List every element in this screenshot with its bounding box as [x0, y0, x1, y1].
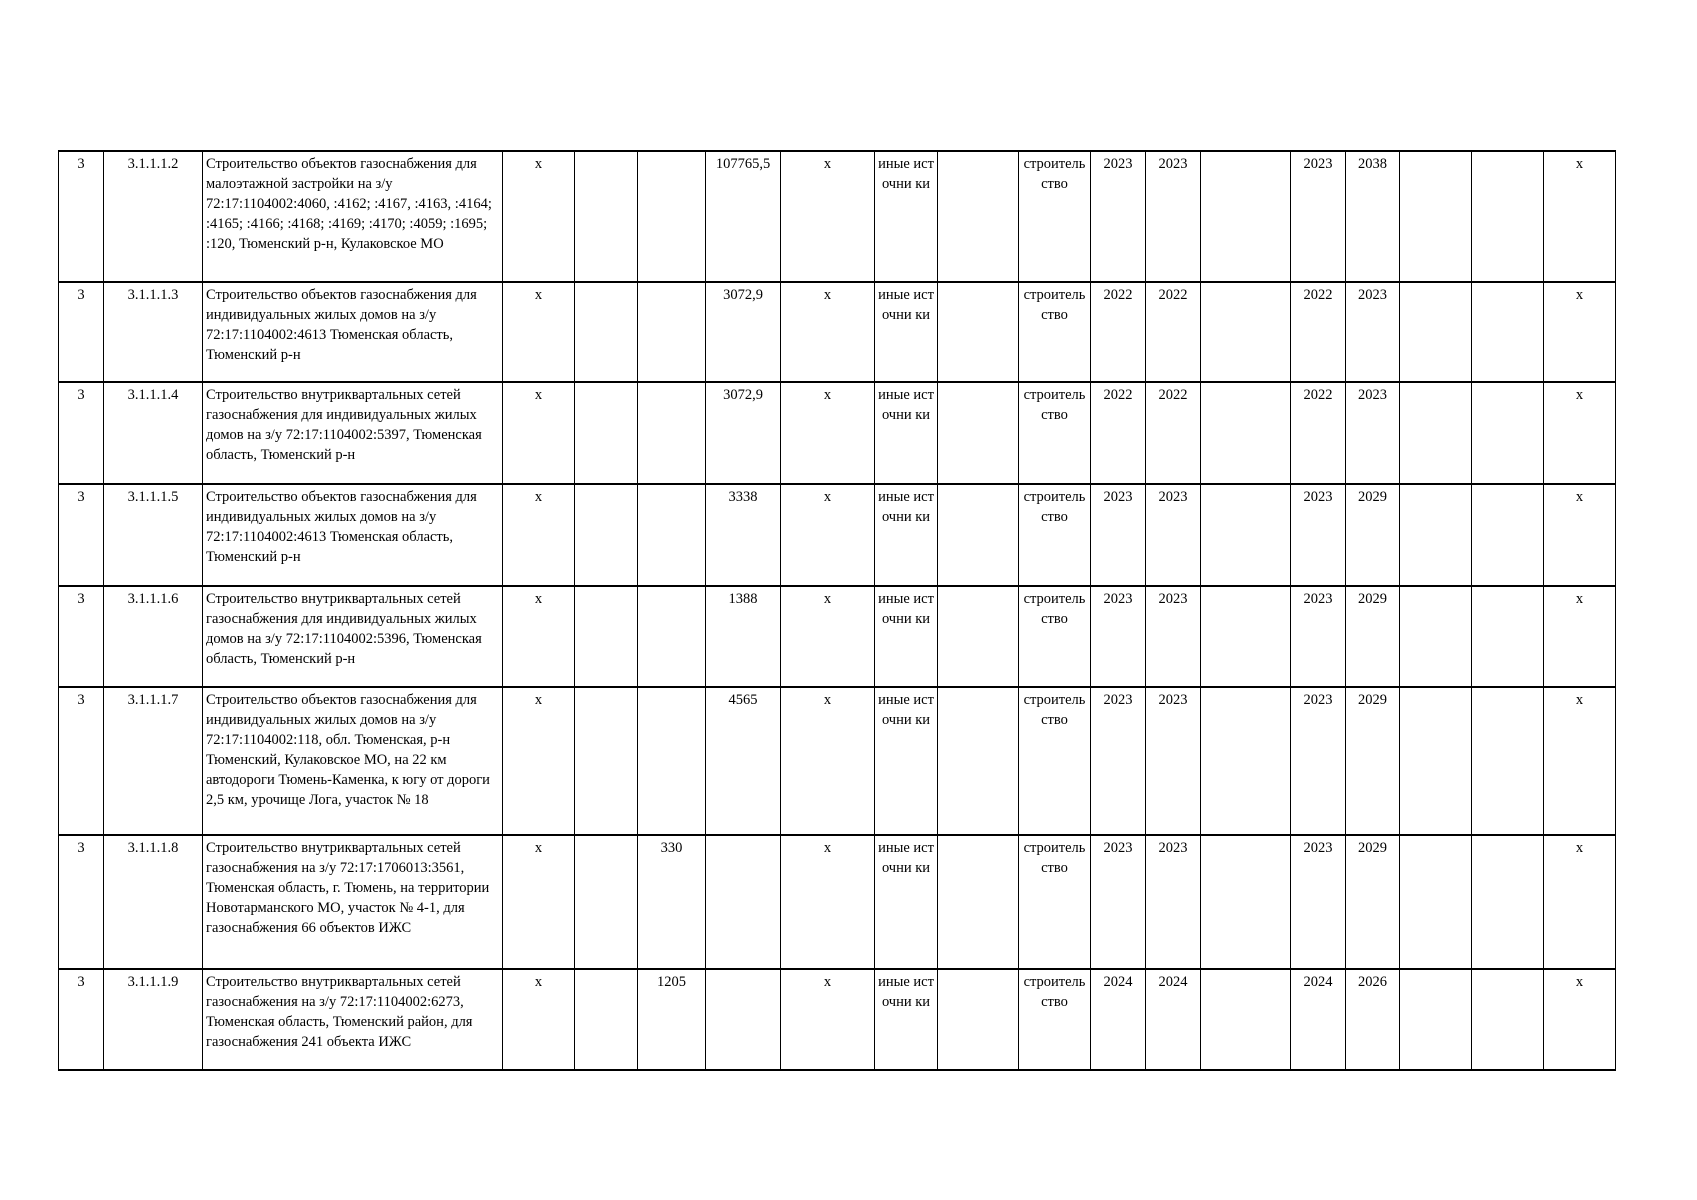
cell-value-1: [575, 969, 638, 1070]
cell-value-2: 330: [638, 835, 706, 969]
cell-blank-2: [1201, 282, 1291, 382]
cell-work-type: строитель ство: [1019, 151, 1091, 282]
cell-blank-1: [938, 282, 1019, 382]
cell-value-2: [638, 382, 706, 484]
cell-funding-source: иные источни ки: [875, 586, 938, 687]
table-row: [59, 687, 1616, 835]
cell-year-4: 2029: [1346, 835, 1400, 969]
cell-year-3: 2023: [1291, 151, 1346, 282]
table-row: [59, 484, 1616, 586]
cell-description: Строительство объектов газоснабжения для малоэтажной застройки на з/у 72:17:1104002:4060, :4162; :4167, :4163, :4164; :4165; :4166; :4168; :4169; :4170; :4059; :1695; :120, Тюменский р-н, Кулаковское МО: [203, 151, 503, 282]
cell-code: 3.1.1.1.5: [104, 484, 203, 586]
cell-code: 3.1.1.1.9: [104, 969, 203, 1070]
cell-mark-3: х: [1544, 586, 1616, 687]
cell-row-number: 3: [59, 382, 104, 484]
cell-mark-3: х: [1544, 687, 1616, 835]
cell-work-type: строитель ство: [1019, 282, 1091, 382]
cell-mark-3: х: [1544, 484, 1616, 586]
cell-blank-3: [1400, 835, 1472, 969]
cell-blank-1: [938, 151, 1019, 282]
cell-mark-3: х: [1544, 382, 1616, 484]
cell-blank-1: [938, 586, 1019, 687]
cell-blank-4: [1472, 382, 1544, 484]
cell-funding-source: иные источни ки: [875, 484, 938, 586]
cell-mark-1: х: [503, 969, 575, 1070]
cell-year-3: 2023: [1291, 586, 1346, 687]
cell-blank-3: [1400, 151, 1472, 282]
cell-value-1: [575, 382, 638, 484]
cell-mark-2: х: [781, 586, 875, 687]
cell-year-3: 2023: [1291, 835, 1346, 969]
cell-year-1: 2022: [1091, 382, 1146, 484]
table-row: [59, 969, 1616, 1070]
cell-blank-2: [1201, 969, 1291, 1070]
cell-blank-4: [1472, 586, 1544, 687]
cell-mark-2: х: [781, 835, 875, 969]
cell-blank-3: [1400, 687, 1472, 835]
cell-year-2: 2023: [1146, 835, 1201, 969]
cell-code: 3.1.1.1.7: [104, 687, 203, 835]
cell-blank-4: [1472, 969, 1544, 1070]
cell-blank-3: [1400, 282, 1472, 382]
cell-funding-source: иные источни ки: [875, 969, 938, 1070]
cell-description: Строительство объектов газоснабжения для индивидуальных жилых домов на з/у 72:17:1104002:118, обл. Тюменская, р-н Тюменский, Кулаковское МО, на 22 км автодороги Тюмень-Каменка, к югу от дороги 2,5 км, урочище Лога, участок № 18: [203, 687, 503, 835]
cell-value-2: [638, 586, 706, 687]
cell-mark-3: х: [1544, 151, 1616, 282]
cell-blank-2: [1201, 151, 1291, 282]
cell-blank-4: [1472, 687, 1544, 835]
cell-row-number: 3: [59, 687, 104, 835]
cell-work-type: строитель ство: [1019, 382, 1091, 484]
cell-code: 3.1.1.1.2: [104, 151, 203, 282]
cell-value-2: [638, 282, 706, 382]
cell-year-2: 2022: [1146, 282, 1201, 382]
cell-value-3: 1388: [706, 586, 781, 687]
cell-year-3: 2022: [1291, 282, 1346, 382]
cell-year-1: 2024: [1091, 969, 1146, 1070]
cell-blank-3: [1400, 586, 1472, 687]
cell-mark-1: х: [503, 835, 575, 969]
cell-mark-1: х: [503, 586, 575, 687]
cell-blank-1: [938, 835, 1019, 969]
cell-description: Строительство внутриквартальных сетей газоснабжения на з/у 72:17:1104002:6273, Тюменская область, Тюменский район, для газоснабжения 241 объекта ИЖС: [203, 969, 503, 1070]
cell-row-number: 3: [59, 151, 104, 282]
cell-row-number: 3: [59, 484, 104, 586]
cell-blank-2: [1201, 687, 1291, 835]
cell-year-4: 2038: [1346, 151, 1400, 282]
cell-value-2: [638, 484, 706, 586]
cell-work-type: строитель ство: [1019, 687, 1091, 835]
cell-mark-2: х: [781, 382, 875, 484]
cell-funding-source: иные источни ки: [875, 687, 938, 835]
cell-blank-2: [1201, 586, 1291, 687]
cell-value-1: [575, 687, 638, 835]
table-row: [59, 282, 1616, 382]
cell-value-3: 107765,5: [706, 151, 781, 282]
table-row: [59, 835, 1616, 969]
cell-mark-1: х: [503, 382, 575, 484]
cell-mark-1: х: [503, 282, 575, 382]
cell-value-3: 3072,9: [706, 282, 781, 382]
cell-code: 3.1.1.1.4: [104, 382, 203, 484]
cell-value-3: [706, 835, 781, 969]
cell-blank-2: [1201, 835, 1291, 969]
cell-year-4: 2029: [1346, 687, 1400, 835]
cell-year-4: 2023: [1346, 282, 1400, 382]
cell-blank-4: [1472, 282, 1544, 382]
cell-funding-source: иные источни ки: [875, 282, 938, 382]
cell-blank-3: [1400, 382, 1472, 484]
cell-year-4: 2029: [1346, 586, 1400, 687]
cell-year-1: 2023: [1091, 151, 1146, 282]
cell-value-1: [575, 586, 638, 687]
cell-mark-2: х: [781, 484, 875, 586]
cell-value-1: [575, 835, 638, 969]
cell-year-4: 2023: [1346, 382, 1400, 484]
cell-description: Строительство объектов газоснабжения для индивидуальных жилых домов на з/у 72:17:1104002:4613 Тюменская область, Тюменский р-н: [203, 282, 503, 382]
cell-value-1: [575, 151, 638, 282]
cell-blank-4: [1472, 151, 1544, 282]
cell-year-2: 2024: [1146, 969, 1201, 1070]
cell-mark-1: х: [503, 151, 575, 282]
cell-year-1: 2023: [1091, 835, 1146, 969]
cell-funding-source: иные источни ки: [875, 151, 938, 282]
cell-code: 3.1.1.1.6: [104, 586, 203, 687]
cell-work-type: строитель ство: [1019, 586, 1091, 687]
cell-year-1: 2023: [1091, 586, 1146, 687]
cell-year-3: 2023: [1291, 687, 1346, 835]
cell-code: 3.1.1.1.8: [104, 835, 203, 969]
cell-value-3: 4565: [706, 687, 781, 835]
cell-work-type: строитель ство: [1019, 969, 1091, 1070]
cell-mark-1: х: [503, 484, 575, 586]
cell-year-3: 2024: [1291, 969, 1346, 1070]
table-row: [59, 382, 1616, 484]
cell-mark-3: х: [1544, 835, 1616, 969]
cell-blank-1: [938, 687, 1019, 835]
cell-mark-3: х: [1544, 282, 1616, 382]
cell-year-1: 2022: [1091, 282, 1146, 382]
cell-value-1: [575, 282, 638, 382]
cell-blank-3: [1400, 484, 1472, 586]
cell-blank-1: [938, 969, 1019, 1070]
cell-mark-2: х: [781, 151, 875, 282]
objects-table: [58, 150, 1616, 1071]
cell-blank-1: [938, 484, 1019, 586]
cell-value-3: [706, 969, 781, 1070]
cell-row-number: 3: [59, 586, 104, 687]
cell-description: Строительство внутриквартальных сетей газоснабжения на з/у 72:17:1706013:3561, Тюменская область, г. Тюмень, на территории Новотарманского МО, участок № 4-1, для газоснабжения 66 объектов ИЖС: [203, 835, 503, 969]
cell-blank-1: [938, 382, 1019, 484]
cell-value-1: [575, 484, 638, 586]
cell-mark-3: х: [1544, 969, 1616, 1070]
cell-year-1: 2023: [1091, 484, 1146, 586]
cell-code: 3.1.1.1.3: [104, 282, 203, 382]
cell-row-number: 3: [59, 969, 104, 1070]
cell-funding-source: иные источни ки: [875, 835, 938, 969]
cell-year-3: 2023: [1291, 484, 1346, 586]
cell-year-1: 2023: [1091, 687, 1146, 835]
cell-work-type: строитель ство: [1019, 835, 1091, 969]
table-row: [59, 586, 1616, 687]
cell-blank-3: [1400, 969, 1472, 1070]
cell-year-4: 2029: [1346, 484, 1400, 586]
cell-value-3: 3072,9: [706, 382, 781, 484]
cell-blank-2: [1201, 484, 1291, 586]
cell-mark-2: х: [781, 282, 875, 382]
cell-value-2: [638, 687, 706, 835]
cell-description: Строительство внутриквартальных сетей газоснабжения для индивидуальных жилых домов на з/у 72:17:1104002:5397, Тюменская область, Тюменский р-н: [203, 382, 503, 484]
cell-value-2: 1205: [638, 969, 706, 1070]
cell-funding-source: иные источни ки: [875, 382, 938, 484]
cell-mark-1: х: [503, 687, 575, 835]
cell-mark-2: х: [781, 687, 875, 835]
cell-mark-2: х: [781, 969, 875, 1070]
cell-year-2: 2023: [1146, 151, 1201, 282]
cell-year-2: 2023: [1146, 484, 1201, 586]
cell-description: Строительство внутриквартальных сетей газоснабжения для индивидуальных жилых домов на з/у 72:17:1104002:5396, Тюменская область, Тюменский р-н: [203, 586, 503, 687]
cell-description: Строительство объектов газоснабжения для индивидуальных жилых домов на з/у 72:17:1104002:4613 Тюменская область, Тюменский р-н: [203, 484, 503, 586]
cell-row-number: 3: [59, 835, 104, 969]
cell-year-2: 2023: [1146, 687, 1201, 835]
cell-value-3: 3338: [706, 484, 781, 586]
cell-blank-4: [1472, 484, 1544, 586]
cell-year-4: 2026: [1346, 969, 1400, 1070]
cell-value-2: [638, 151, 706, 282]
table-body: [59, 151, 1616, 1070]
cell-year-3: 2022: [1291, 382, 1346, 484]
cell-blank-2: [1201, 382, 1291, 484]
table-row: [59, 151, 1616, 282]
cell-row-number: 3: [59, 282, 104, 382]
cell-work-type: строитель ство: [1019, 484, 1091, 586]
cell-blank-4: [1472, 835, 1544, 969]
cell-year-2: 2023: [1146, 586, 1201, 687]
cell-year-2: 2022: [1146, 382, 1201, 484]
